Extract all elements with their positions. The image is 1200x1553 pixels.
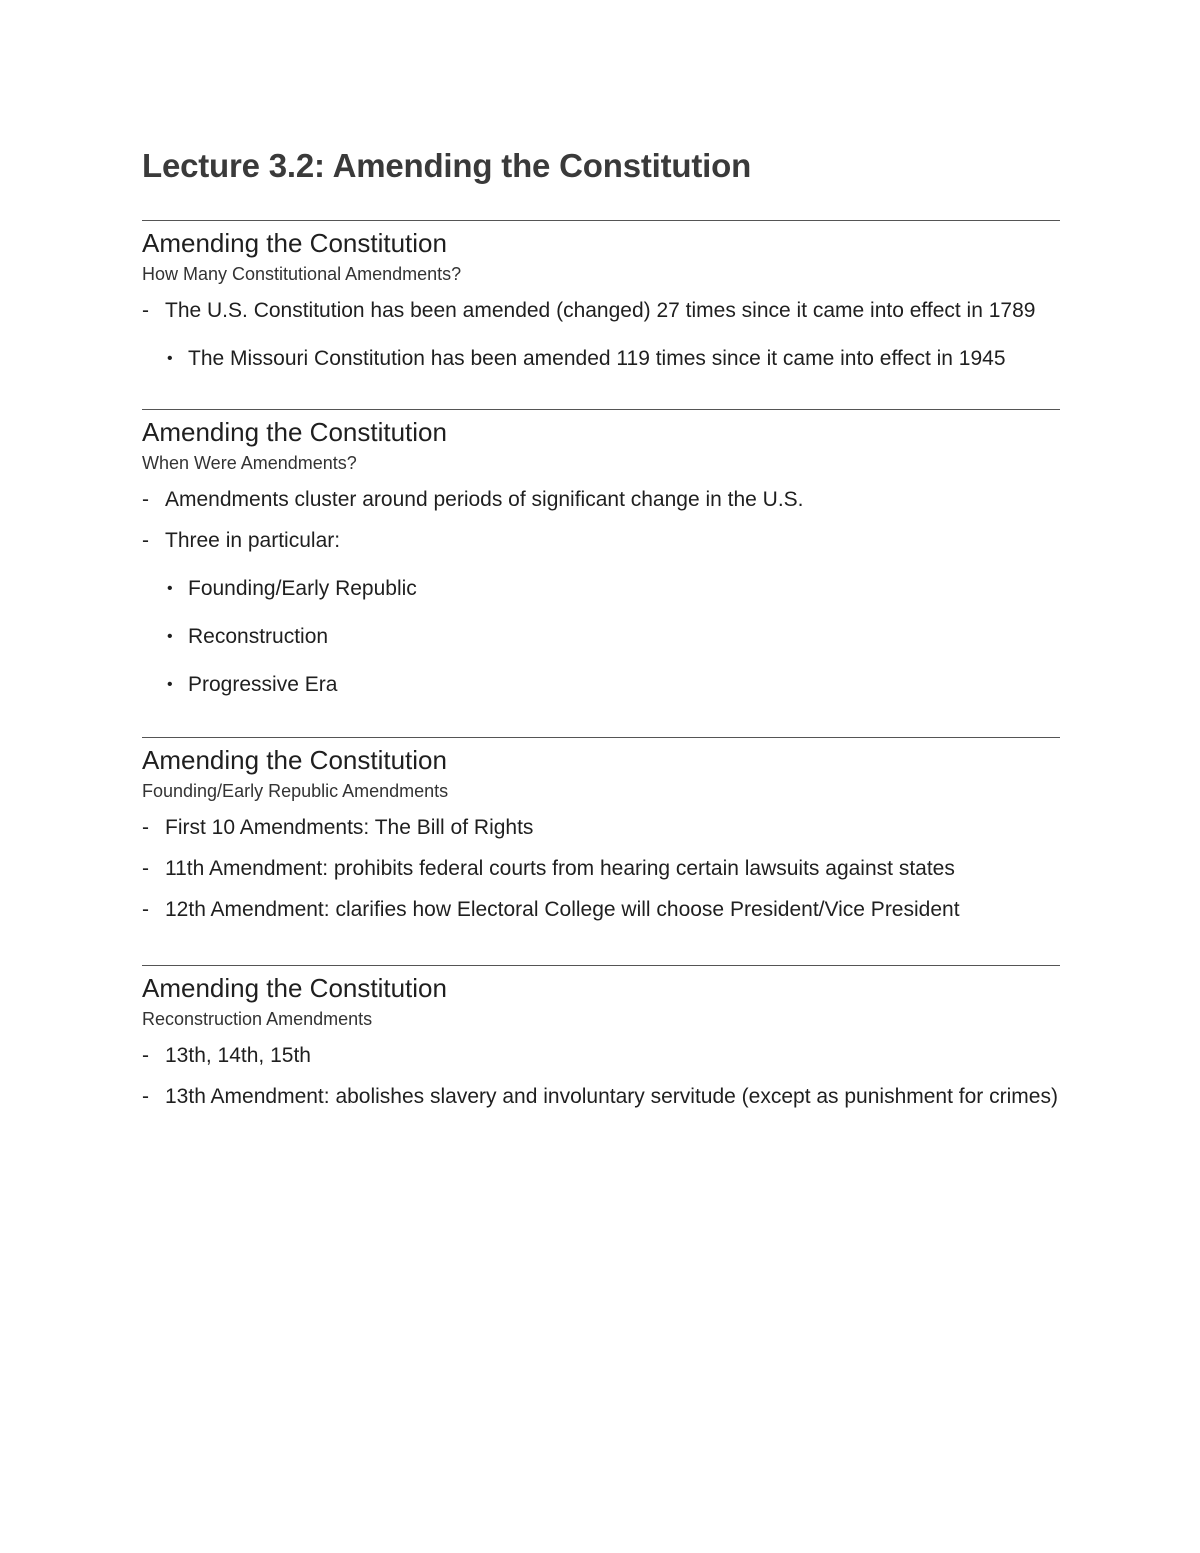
dash-bullet-icon: -: [142, 816, 149, 839]
sub-list-item: [142, 572, 1060, 605]
list-item: [142, 294, 1060, 327]
sub-list-item: [142, 620, 1060, 653]
section-heading: Amending the Constitution: [142, 745, 447, 775]
section-heading: Amending the Constitution: [142, 973, 447, 1003]
sub-list-item-text: Reconstruction: [188, 625, 329, 648]
list-item-text: Three in particular:: [165, 529, 341, 552]
list-item-text: 12th Amendment: clarifies how Electoral College will choose President/Vice President: [165, 898, 960, 921]
section-when-were: [142, 409, 1060, 701]
sub-list-item: [142, 668, 1060, 701]
section-heading: Amending the Constitution: [142, 228, 447, 258]
section-subheading: Reconstruction Amendments: [142, 1009, 373, 1029]
list-item-text: First 10 Amendments: The Bill of Rights: [165, 816, 534, 839]
bullet-list: [142, 483, 1060, 557]
list-item-text: 13th Amendment: abolishes slavery and involuntary servitude (except as punishment for crimes): [165, 1085, 1058, 1108]
section-reconstruction: [142, 965, 1060, 1113]
section-how-many: [142, 220, 1060, 375]
list-item-text: Amendments cluster around periods of significant change in the U.S.: [165, 488, 804, 511]
dash-bullet-icon: -: [142, 1044, 149, 1067]
dash-bullet-icon: -: [142, 1085, 149, 1108]
section-subheading: When Were Amendments?: [142, 453, 357, 473]
section-heading: Amending the Constitution: [142, 417, 447, 447]
list-item: [142, 811, 1060, 844]
list-item: [142, 524, 1060, 557]
dash-bullet-icon: -: [142, 898, 149, 921]
section-founding: [142, 737, 1060, 926]
dash-bullet-icon: -: [142, 529, 149, 552]
list-item-text: 13th, 14th, 15th: [165, 1044, 311, 1067]
sub-list-item: [142, 342, 1060, 375]
dot-bullet-icon: •: [167, 580, 173, 597]
document-title: Lecture 3.2: Amending the Constitution: [142, 147, 752, 184]
dot-bullet-icon: •: [167, 676, 173, 693]
sub-bullet-list: [142, 342, 1060, 375]
bullet-list: [142, 1039, 1060, 1113]
sub-list-item-text: Founding/Early Republic: [188, 577, 417, 600]
list-item: [142, 1039, 1060, 1072]
document-page: [142, 140, 1060, 1113]
list-item: [142, 483, 1060, 516]
sub-list-item-text: Progressive Era: [188, 673, 338, 696]
dash-bullet-icon: -: [142, 488, 149, 511]
dot-bullet-icon: •: [167, 350, 173, 367]
bullet-list: [142, 811, 1060, 926]
dot-bullet-icon: •: [167, 628, 173, 645]
bullet-list: [142, 294, 1060, 327]
sub-bullet-list: [142, 572, 1060, 701]
section-subheading: How Many Constitutional Amendments?: [142, 264, 462, 284]
sub-list-item-text: The Missouri Constitution has been amended 119 times since it came into effect in 1945: [188, 347, 1006, 370]
list-item: [142, 852, 1060, 885]
list-item-text: The U.S. Constitution has been amended (changed) 27 times since it came into effect in 1789: [165, 299, 1036, 322]
list-item-text: 11th Amendment: prohibits federal courts from hearing certain lawsuits against states: [165, 857, 955, 880]
dash-bullet-icon: -: [142, 857, 149, 880]
list-item: [142, 893, 1060, 926]
list-item: [142, 1080, 1060, 1113]
dash-bullet-icon: -: [142, 299, 149, 322]
section-subheading: Founding/Early Republic Amendments: [142, 781, 449, 801]
